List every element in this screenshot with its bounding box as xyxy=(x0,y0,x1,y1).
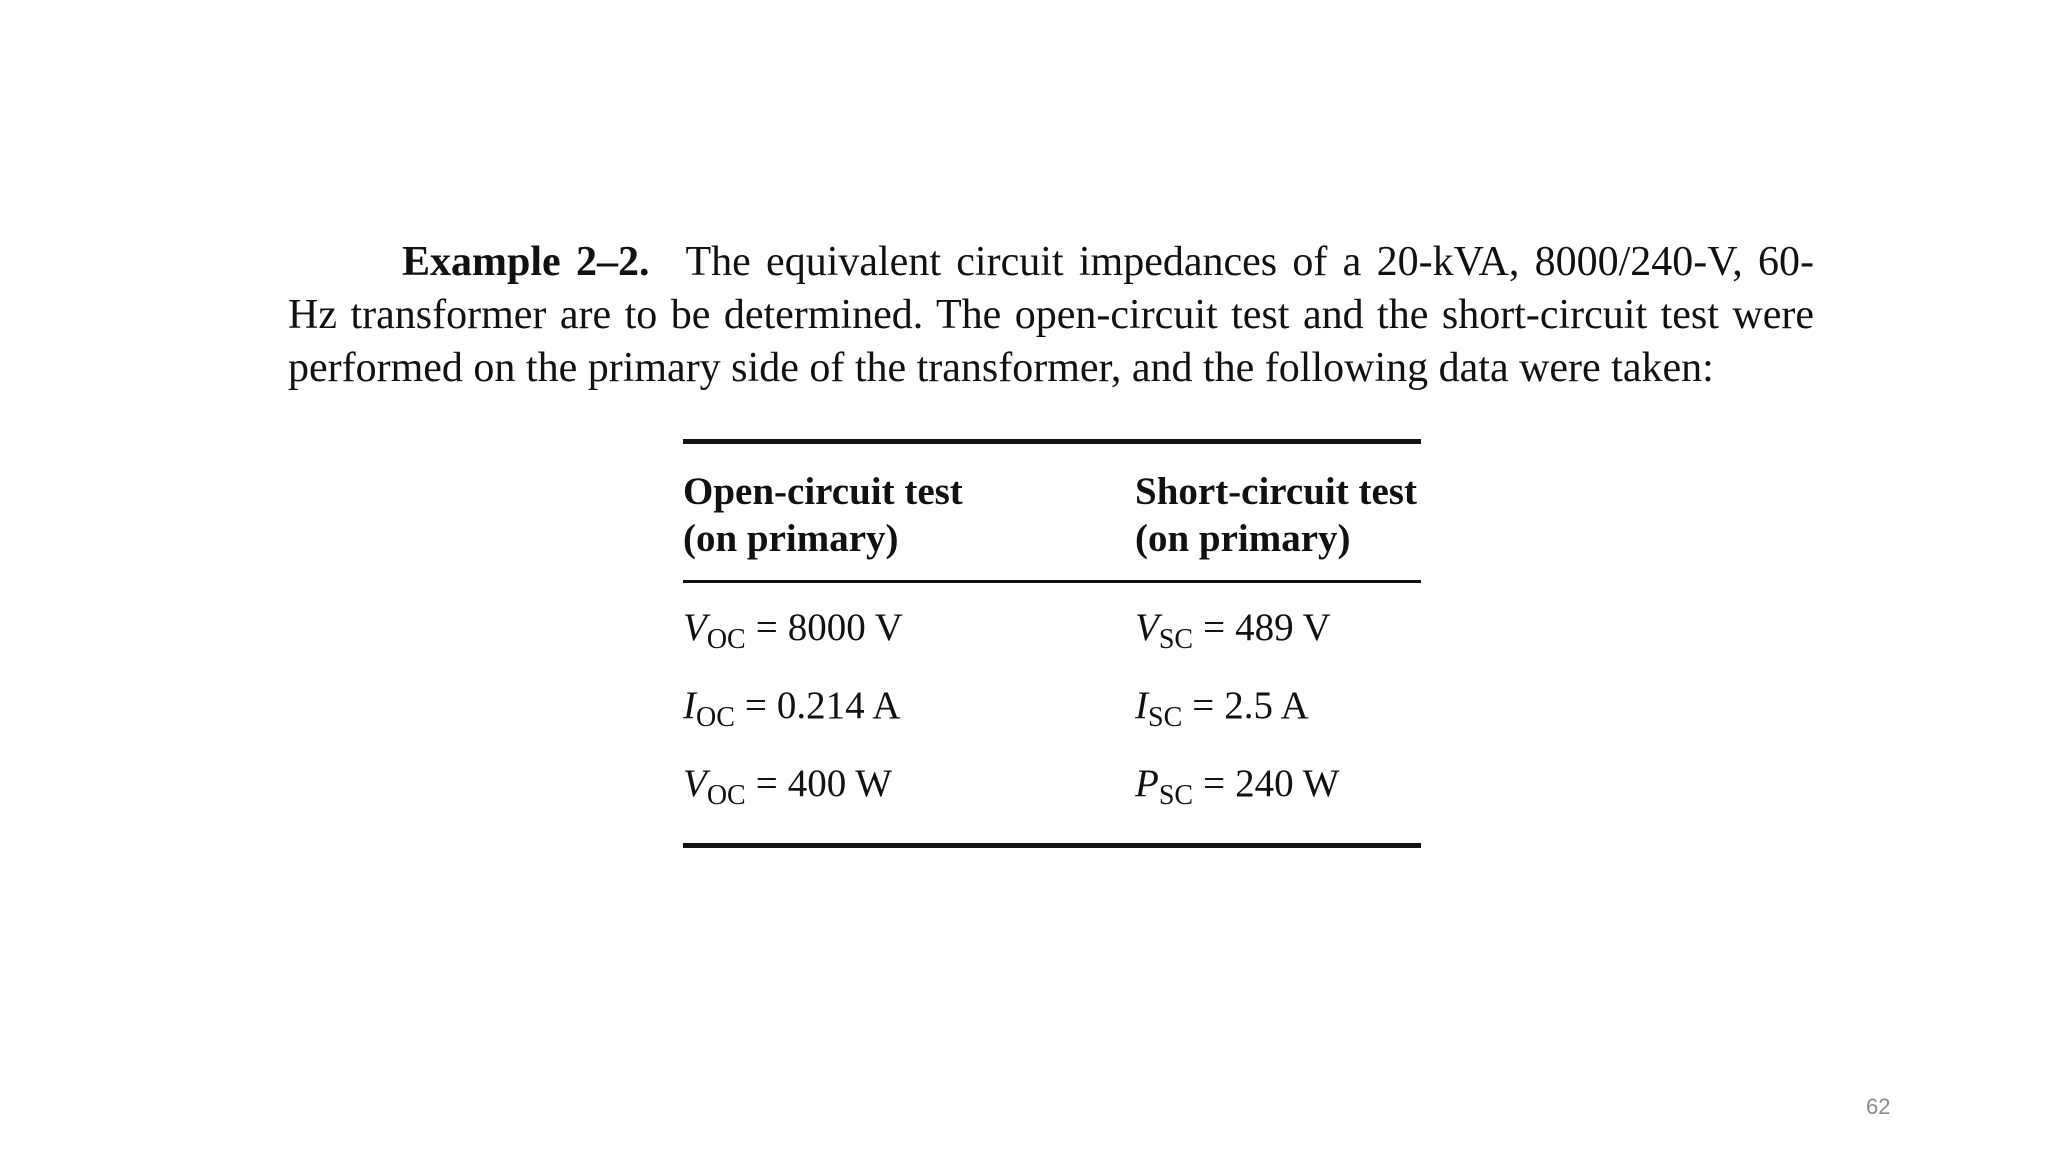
open-circuit-voltage xyxy=(683,582,1135,674)
value: 8000 V xyxy=(787,606,903,649)
table-row xyxy=(683,751,1421,846)
open-circuit-power xyxy=(683,751,1135,846)
page-number: 62 xyxy=(1866,1094,1891,1119)
header-open-circuit-title: Open-circuit test xyxy=(683,470,963,513)
short-circuit-voltage xyxy=(1135,582,1421,674)
short-circuit-current xyxy=(1135,673,1421,751)
equals-sign: = xyxy=(1203,762,1226,805)
equals-sign: = xyxy=(744,684,767,727)
header-short-circuit-note: (on primary) xyxy=(1135,517,1351,560)
open-circuit-current xyxy=(683,673,1135,751)
header-short-circuit xyxy=(1135,442,1421,582)
symbol: $P_{SC}$ xyxy=(1135,762,1194,811)
example-body: The equivalent circuit impedances of a 20-kVA, 8000/240-V, 60-Hz transformer are to be determined. The open-circuit test and the short-circuit test were performed on the primary side of the transformer, and the following data were taken: xyxy=(288,239,1814,391)
header-open-circuit xyxy=(683,442,1135,582)
equals-sign: = xyxy=(1192,684,1215,727)
equals-sign: = xyxy=(1203,606,1226,649)
table-row xyxy=(683,673,1421,751)
value: 240 W xyxy=(1235,762,1340,805)
symbol: $I_{OC}$ xyxy=(683,684,735,733)
table-row xyxy=(683,582,1421,674)
example-label: Example 2–2. xyxy=(402,239,650,285)
equals-sign: = xyxy=(755,762,778,805)
symbol: $V_{OC}$ xyxy=(683,762,746,811)
header-open-circuit-note: (on primary) xyxy=(683,517,899,560)
value: 2.5 A xyxy=(1224,684,1309,727)
short-circuit-power xyxy=(1135,751,1421,846)
symbol: $V_{OC}$ xyxy=(683,606,746,655)
header-short-circuit-title: Short-circuit test xyxy=(1135,470,1417,513)
value: 400 W xyxy=(787,762,893,805)
value: 489 V xyxy=(1235,606,1331,649)
symbol: $V_{SC}$ xyxy=(1135,606,1194,655)
example-paragraph xyxy=(288,236,1814,395)
equals-sign: = xyxy=(755,606,778,649)
symbol: $I_{SC}$ xyxy=(1135,684,1183,733)
test-data-table xyxy=(683,439,1421,848)
table-header-row xyxy=(683,442,1421,582)
value: 0.214 A xyxy=(776,684,901,727)
